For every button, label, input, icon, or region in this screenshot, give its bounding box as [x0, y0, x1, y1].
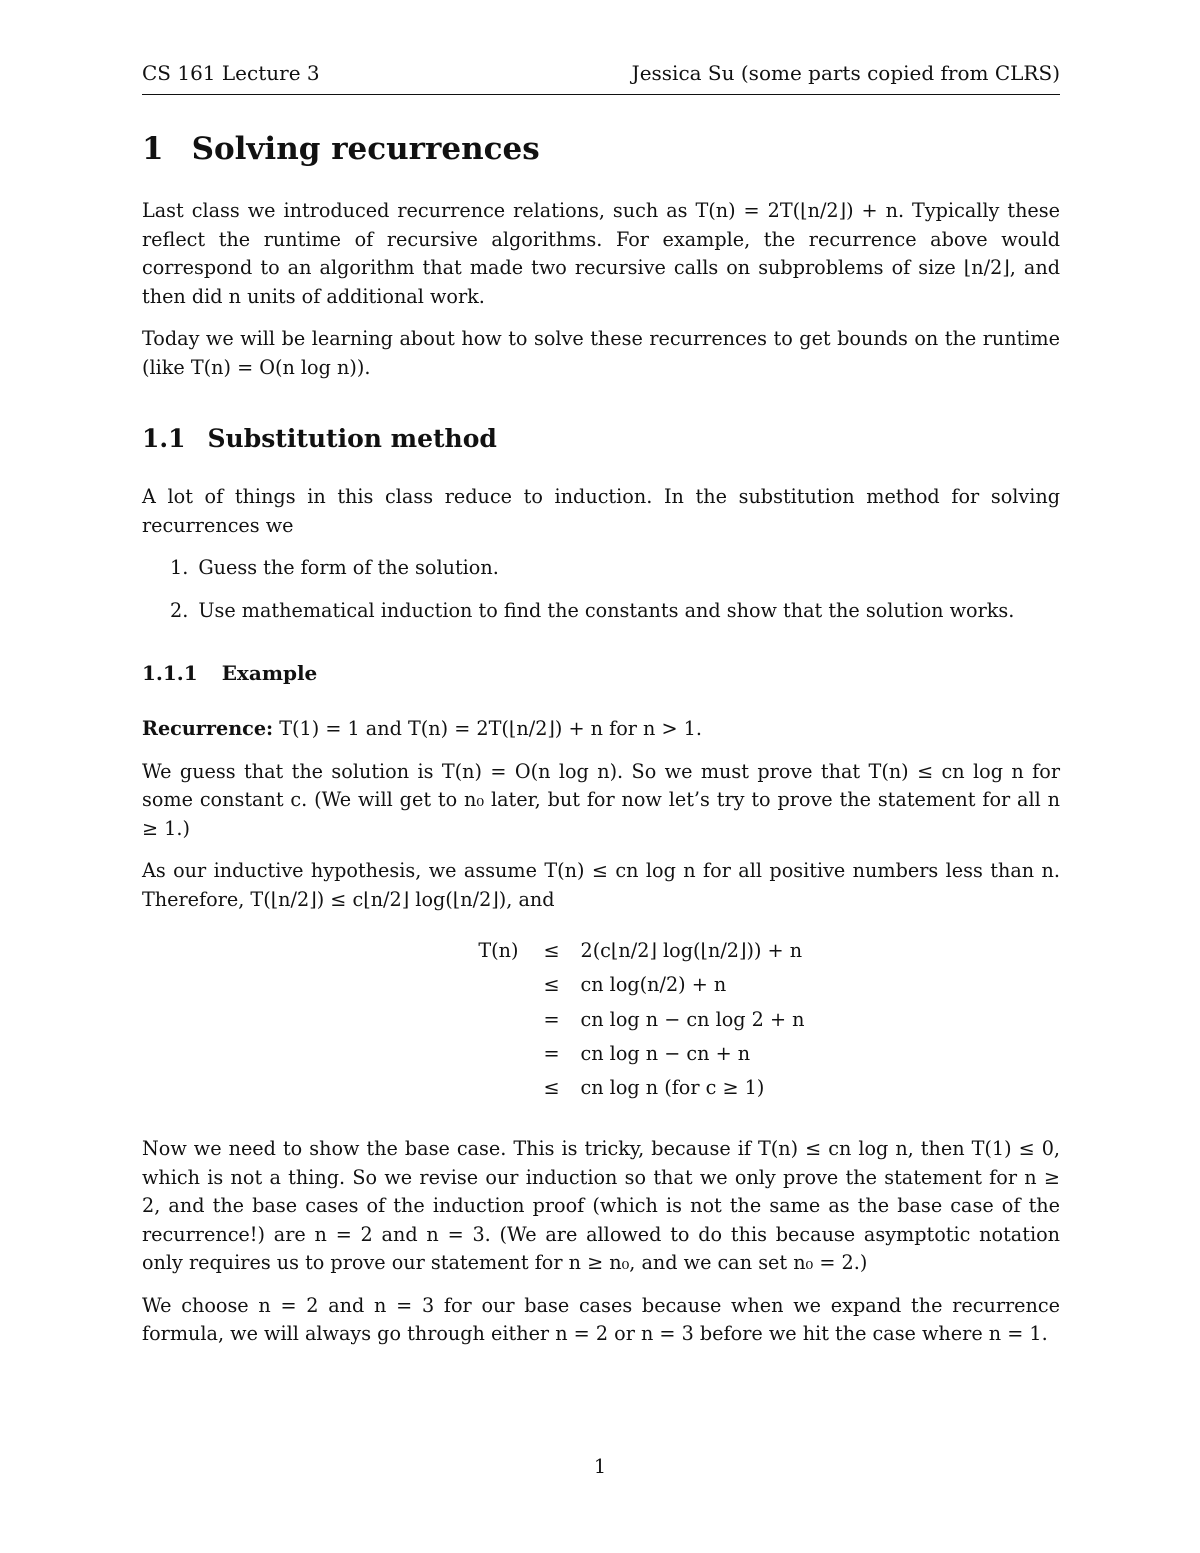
equation-array	[142, 934, 1060, 1105]
paragraph-choose-base: We choose n = 2 and n = 3 for our base cases because when we expand the recurrence formula, we will always go through either n = 2 or n = 3 before we hit the case where n = 1.	[142, 1293, 1060, 1346]
list-item-text: Use mathematical induction to find the constants and show that the solution works.	[198, 598, 1015, 622]
subsubsection-title: Example	[221, 661, 318, 685]
page-content	[142, 60, 1060, 1349]
steps-list	[142, 554, 1060, 625]
section-heading	[142, 131, 1060, 167]
paragraph-hypothesis: As our inductive hypothesis, we assume T(n) ≤ cn log n for all positive numbers less than n. Therefore, T(⌊n/2⌋) ≤ c⌊n/2⌋ log(⌊n/2⌋), and	[142, 859, 1060, 911]
equation-lhs	[397, 968, 532, 1002]
recurrence-text: T(1) = 1 and T(n) = 2T(⌊n/2⌋) + n for n > 1.	[279, 717, 702, 740]
list-item-number: 2.	[170, 598, 189, 622]
subsection-number: 1.1	[142, 424, 186, 453]
list-item	[142, 597, 1060, 626]
header-author: Jessica Su (some parts copied from CLRS)	[631, 61, 1060, 85]
equation-relation: ≤	[543, 1076, 560, 1100]
equation-rhs: cn log n − cn + n	[580, 1041, 751, 1065]
page-number: 1	[593, 1455, 607, 1478]
section-title: Solving recurrences	[191, 131, 540, 167]
equation-relation: =	[543, 1041, 560, 1065]
subsection-heading	[142, 424, 1060, 453]
recurrence-label: Recurrence:	[142, 717, 274, 740]
subsection-title: Substitution method	[207, 424, 497, 453]
equation-lhs: T(n)	[478, 939, 519, 962]
list-item-text: Guess the form of the solution.	[198, 556, 499, 579]
paragraph-today: Today we will be learning about how to solve these recurrences to get bounds on the runtime (like T(n) = O(n log n)).	[142, 327, 1060, 379]
equation-rhs: cn log(n/2) + n	[580, 973, 727, 997]
paragraph-recurrence	[142, 715, 1060, 744]
paragraph-guess: We guess that the solution is T(n) = O(n log n). So we must prove that T(n) ≤ cn log n for some constant c. (We will get to n₀ later, but for now let’s try to prove the statement for all n ≥ 1.)	[142, 759, 1060, 840]
paragraph-substitution: A lot of things in this class reduce to induction. In the substitution method for solving recurrences we	[142, 485, 1060, 537]
equation-rhs: cn log n (for c ≥ 1)	[580, 1076, 765, 1100]
list-item	[142, 554, 1060, 583]
equation-relation: ≤	[543, 939, 560, 962]
list-item-number: 1.	[170, 556, 189, 579]
equation-rhs: 2(c⌊n/2⌋ log(⌊n/2⌋)) + n	[580, 939, 803, 962]
equation-lhs	[397, 1071, 532, 1105]
running-header	[142, 60, 1060, 95]
section-number: 1	[142, 131, 164, 167]
subsubsection-number: 1.1.1	[142, 661, 198, 685]
equation-relation: ≤	[543, 973, 560, 997]
equation-rhs: cn log n − cn log 2 + n	[580, 1007, 805, 1031]
subsubsection-heading	[142, 661, 1060, 685]
paragraph-intro: Last class we introduced recurrence relations, such as T(n) = 2T(⌊n/2⌋) + n. Typically these reflect the runtime of recursive algorithms. For example, the recurrence above would correspond to an algorithm that made two recursive calls on subproblems of size ⌊n/2⌋, and then did n units of additional work.	[142, 199, 1060, 308]
equation-lhs	[397, 1037, 532, 1071]
equation-lhs	[397, 1003, 532, 1037]
paragraph-base-case: Now we need to show the base case. This is tricky, because if T(n) ≤ cn log n, then T(1) ≤ 0, which is not a thing. So we revise our induction so that we only prove the statement for n ≥ 2, and the base cases of the induction proof (which is not the same as the base case of the recurrence!) are n = 2 and n = 3. (We are allowed to do this because asymptotic notation only requires us to prove our statement for n ≥ n₀, and we can set n₀ = 2.)	[142, 1137, 1060, 1275]
header-course: CS 161 Lecture 3	[142, 61, 320, 85]
equation-relation: =	[543, 1007, 560, 1031]
